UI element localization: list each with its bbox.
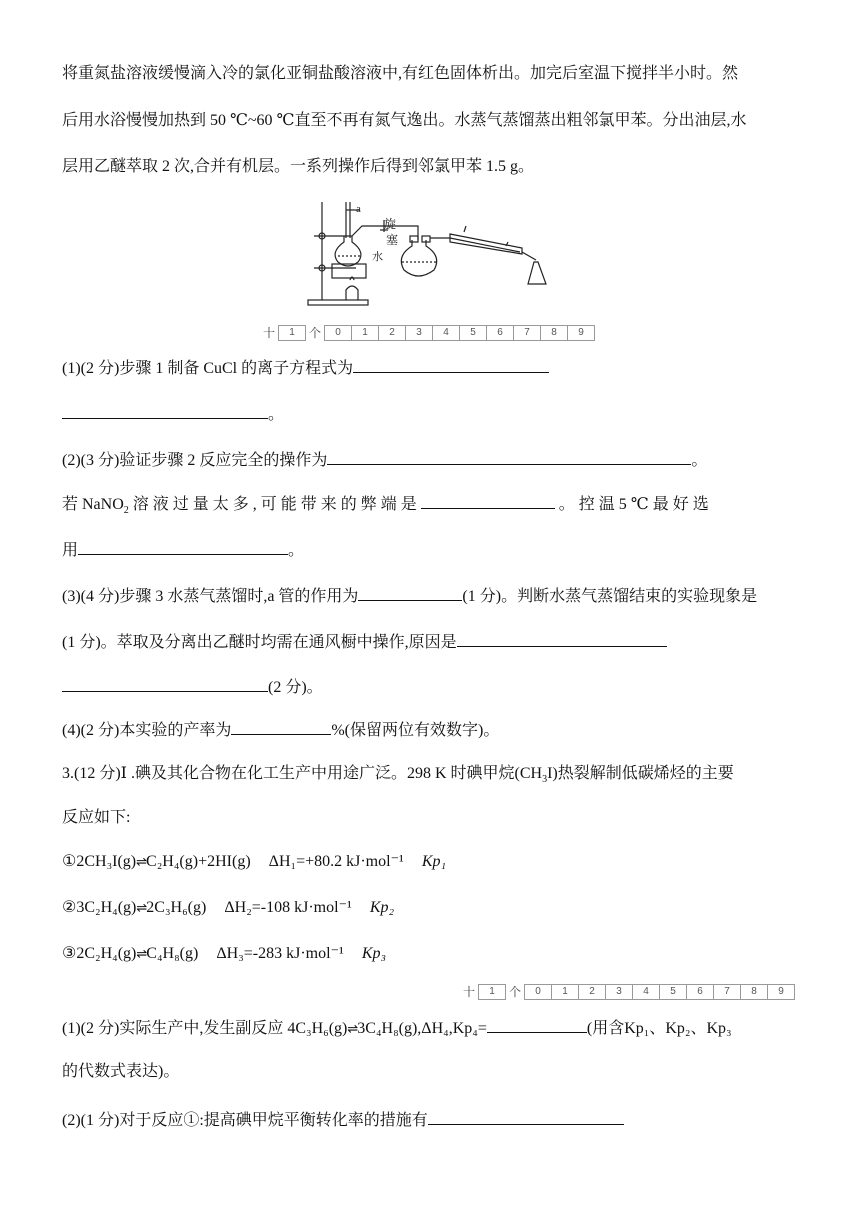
score-cell: 0 (324, 325, 352, 341)
equilibrium-arrow-icon: ⇌ (136, 855, 147, 870)
score-cell: 1 (552, 984, 579, 1000)
score-cell: 6 (487, 325, 514, 341)
reaction-2: ②3C₂H₄(g)⇌2C₃H₆(g) ΔH₂=-108 kJ·mol⁻¹ Kp₂ (62, 899, 395, 916)
answer-blank[interactable] (62, 675, 268, 692)
score-cell: 7 (514, 325, 541, 341)
equilibrium-arrow-icon: ⇌ (136, 947, 147, 962)
score-cell: 0 (524, 984, 552, 1000)
score-cell: 4 (433, 325, 460, 341)
problem-3-line-2: 反应如下: (62, 809, 131, 826)
answer-blank[interactable] (487, 1016, 587, 1033)
problem-3-heading: 3.(12 分)Ⅰ .碘及其化合物在化工生产中用途广泛。298 K 时碘甲烷$(CH_3I)$热裂解制低碳烯烃的主要 (62, 765, 734, 786)
score-cell: 4 (633, 984, 660, 1000)
label-xuan: 旋 (384, 217, 397, 231)
score-cell: 8 (741, 984, 768, 1000)
question-3: (3)(4 分)步骤 3 水蒸气蒸馏时,a 管的作用为 (1 分)。判断水蒸气蒸馏结束的实验现象是 (62, 584, 757, 607)
answer-blank[interactable] (62, 402, 268, 419)
distillation-apparatus-figure (300, 196, 560, 312)
reaction-3: ③2C₂H₄(g)⇌C₄H₈(g) ΔH₃=-283 kJ·mol⁻¹ Kp₃ (62, 945, 387, 962)
score-cell: 9 (768, 984, 795, 1000)
score-cell: 5 (460, 325, 487, 341)
score-cell: 2 (579, 984, 606, 1000)
score-cell: 9 (568, 325, 595, 341)
equilibrium-arrow-icon: ⇌ (136, 901, 147, 916)
score-cell: 3 (606, 984, 633, 1000)
score-cell: 5 (660, 984, 687, 1000)
question-3-line-2: (1 分)。萃取及分离出乙醚时均需在通风橱中操作,原因是 (62, 630, 667, 653)
answer-blank[interactable] (428, 1108, 624, 1125)
intro-line-3: 层用乙醚萃取 2 次,合并有机层。一系列操作后得到邻氯甲苯 1.5 g。 (62, 158, 535, 175)
intro-line-1: 将重氮盐溶液缓慢滴入冷的氯化亚铜盐酸溶液中,有红色固体析出。加完后室温下搅拌半小时。然 (62, 65, 739, 82)
question-2: (2)(3 分)验证步骤 2 反应完全的操作为 。 (62, 448, 707, 471)
score-cell: 8 (541, 325, 568, 341)
score-bar-1: 十 1 个 0 1 2 3 4 5 6 7 8 9 (260, 324, 595, 341)
score-cell: 6 (687, 984, 714, 1000)
score-cell: 3 (406, 325, 433, 341)
score-cell: 1 (352, 325, 379, 341)
sub-question-1: (1)(2 分)实际生产中,发生副反应 4C₃H₆(g)⇌3C₄H₈(g),ΔH₄,Kp₄= (用含Kp₁、Kp₂、Kp₃ (62, 1016, 732, 1040)
answer-blank[interactable] (421, 492, 555, 509)
answer-blank[interactable] (353, 356, 549, 373)
answer-blank[interactable] (358, 584, 462, 601)
answer-blank[interactable] (457, 630, 667, 647)
question-2-line-2: 若 NaNO$_2$ 溶 液 过 量 太 多 , 可 能 带 来 的 弊 端 是 。 控 温 5 ℃ 最 好 选 (62, 492, 709, 521)
label-sai: 塞 (386, 233, 399, 247)
score-cell: 7 (714, 984, 741, 1000)
reaction-1: ①2CH₃I(g)⇌C₂H₄(g)+2HI(g) ΔH₁=+80.2 kJ·mol⁻¹ Kp₁ (62, 853, 447, 870)
answer-blank[interactable] (231, 718, 331, 735)
sub-question-2: (2)(1 分)对于反应①:提高碘甲烷平衡转化率的措施有 (62, 1108, 624, 1131)
question-2-line-3: 用 。 (62, 538, 304, 561)
answer-blank[interactable] (327, 448, 691, 465)
answer-blank[interactable] (78, 538, 288, 555)
score-bar-2: 十 1 个 0 1 2 3 4 5 6 7 8 9 (460, 983, 795, 1000)
equilibrium-arrow-icon: ⇌ (347, 1022, 358, 1037)
sub-question-1-line-2: 的代数式表达)。 (62, 1063, 180, 1080)
score-cell: 2 (379, 325, 406, 341)
intro-line-2: 后用水浴慢慢加热到 50 ℃~60 ℃直至不再有氮气逸出。水蒸气蒸馏蒸出粗邻氯甲苯。分出油层,水 (62, 112, 747, 129)
question-3-line-3: (2 分)。 (62, 675, 323, 698)
label-a: a (356, 203, 361, 215)
question-1: (1)(2 分)步骤 1 制备 CuCl 的离子方程式为 (62, 356, 549, 379)
question-1-cont: 。 (62, 402, 284, 425)
question-4: (4)(2 分)本实验的产率为 %(保留两位有效数字)。 (62, 718, 499, 741)
label-water: 水 (372, 250, 383, 263)
